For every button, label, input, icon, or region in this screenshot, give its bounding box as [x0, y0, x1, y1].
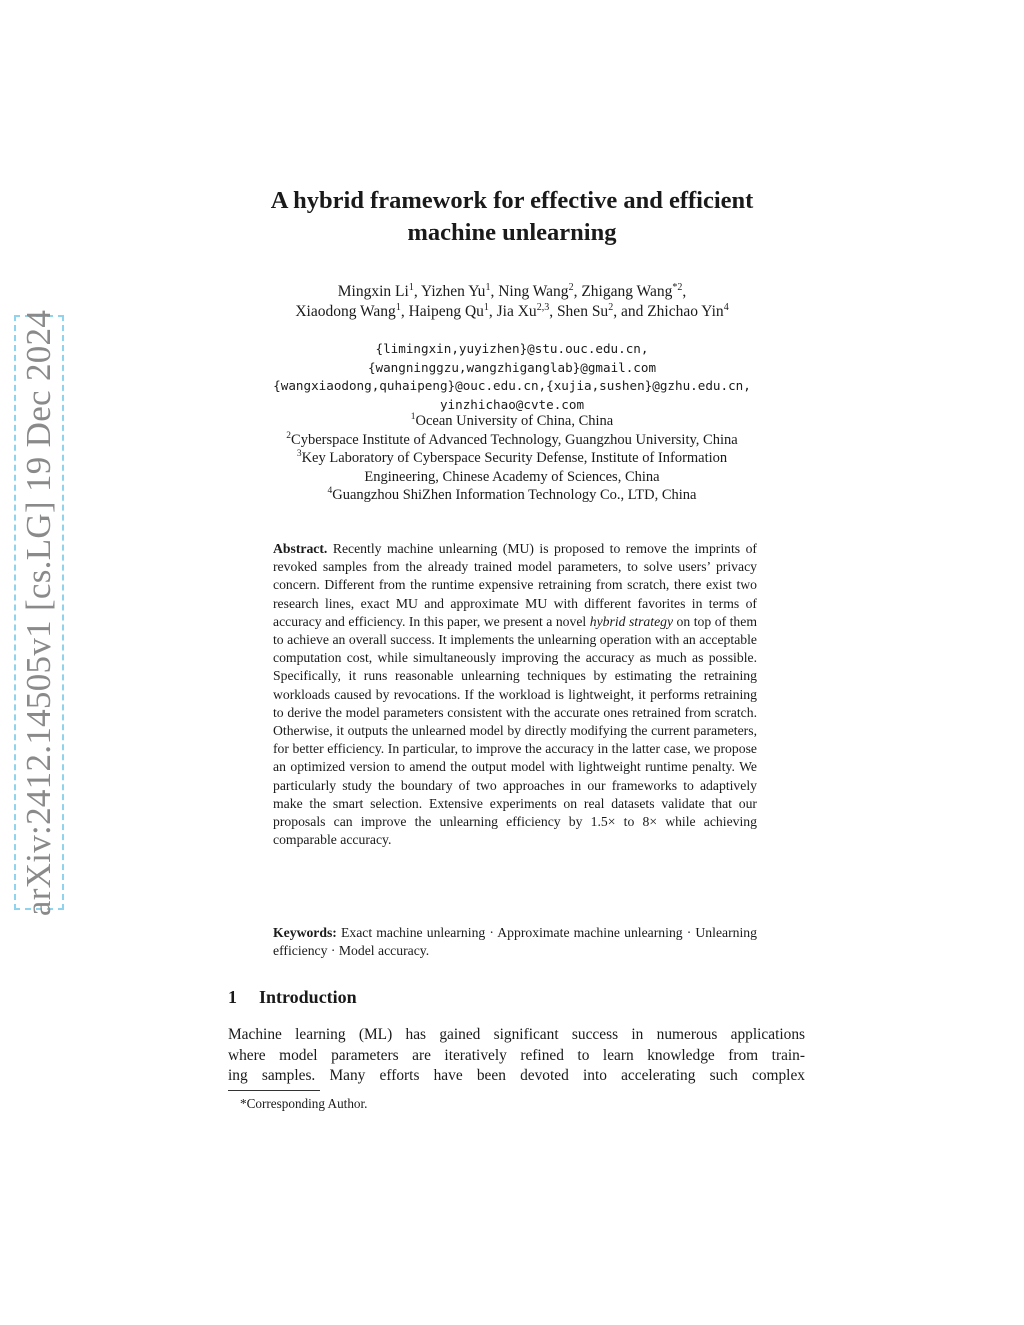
affiliation-2 — [0, 431, 1024, 450]
abstract-text-2: on top of them to achieve an overall success. It implements the unlearning operation with an acceptable computation cost, while simultaneously improving the accuracy as much as possible. Specifically, it runs reasonable unlearning techniques by estimating the retraining workloads caused by revocations. If the workload is lightweight, it performs retraining to derive the model parameters consistent with the accurate ones retrained from scratch. Otherwise, it outputs the unlearned model by directly modifying the current parameters, for better efficiency. In particular, to improve the accuracy in the latter case, we propose an optimized version to amend the output model with lightweight runtime penalty. We particularly study the boundary of two approaches in our frameworks to adaptively make the smart selection. Extensive experiments on real datasets validate that our proposals can improve the unlearning efficiency by 1.5× to 8× while achieving comparable accuracy. — [273, 613, 757, 848]
author-name: Zhichao Yin — [647, 303, 724, 320]
keywords-text: Exact machine unlearning · Approximate machine unlearning · Unlearning efficiency · Model accuracy. — [273, 925, 757, 959]
affiliation-sup: 3 — [296, 449, 302, 460]
email-line: {wangxiaodong,quhaipeng}@ouc.edu.cn,{xujia,sushen}@gzhu.edu.cn, — [273, 378, 751, 393]
section-number: 1 — [228, 987, 237, 1007]
footnote-rule — [228, 1090, 320, 1091]
affiliation-sup: 4 — [327, 486, 333, 497]
section-heading — [228, 987, 357, 1008]
affiliations — [0, 412, 1024, 505]
author-name: Haipeng Qu — [408, 303, 484, 320]
author-separator: , and — [613, 303, 648, 320]
author-affil-sup: 2,3 — [536, 301, 550, 313]
intro-line: Machine learning (ML) has gained significant success in numerous applications — [228, 1026, 805, 1043]
author-name: Ning Wang — [498, 283, 569, 300]
intro-paragraph — [228, 1025, 805, 1087]
affiliation-sup: 2 — [286, 430, 292, 441]
affiliation-4 — [0, 486, 1024, 505]
author-affil-sup: 1 — [395, 301, 401, 313]
abstract-text-1: Recently machine unlearning (MU) is proposed to remove the imprints of revoked samples from the already trained model parameters, to solve users’ privacy concern. Different from the runtime expensive retraining from scratch, there exist two research lines, exact MU and approximate MU with different favorites in terms of accuracy and efficiency. In this paper, we present a novel — [273, 541, 757, 629]
author-separator: , — [573, 283, 582, 300]
abstract-label: Abstract. — [273, 541, 328, 556]
arxiv-stamp-text: arXiv:2412.14505v1 [cs.LG] 19 Dec 2024 — [19, 309, 58, 916]
email-line: yinzhichao@cvte.com — [439, 396, 585, 412]
author-name: Zhigang Wang — [581, 283, 673, 300]
author-affil-sup: *2 — [672, 281, 683, 293]
email-line: {wangninggzu,wangzhiganglab}@gmail.com — [367, 359, 657, 375]
affiliation-text: Ocean University of China, China — [415, 413, 614, 429]
section-title: Introduction — [259, 987, 357, 1007]
author-affil-sup: 4 — [723, 301, 729, 313]
author-separator: , — [682, 283, 687, 300]
author-separator: , — [413, 283, 421, 300]
keywords-label: Keywords: — [273, 925, 337, 940]
paper-title-line-1: A hybrid framework for effective and efficient — [270, 187, 754, 214]
affiliation-text: Key Laboratory of Cyberspace Security Defense, Institute of Information — [301, 450, 728, 466]
footnote: *Corresponding Author. — [240, 1096, 368, 1111]
author-affil-sup: 2 — [608, 301, 614, 313]
author-name: Jia Xu — [496, 303, 537, 320]
author-affil-sup: 1 — [408, 281, 414, 293]
affiliation-3-cont: Engineering, Chinese Academy of Sciences, China — [364, 468, 660, 485]
author-separator: , — [490, 283, 499, 300]
author-separator: , — [549, 303, 557, 320]
author-affil-sup: 1 — [485, 281, 491, 293]
author-name: Mingxin Li — [337, 283, 409, 300]
affiliation-text: Guangzhou ShiZhen Information Technology Co., LTD, China — [332, 487, 697, 503]
intro-line: ing samples. Many efforts have been devoted into accelerating such complex — [228, 1067, 805, 1084]
intro-line: where model parameters are iteratively refined to learn knowledge from train- — [228, 1046, 805, 1064]
paper-title-line-2: machine unlearning — [407, 219, 617, 246]
author-separator: , — [400, 303, 409, 320]
author-line-2 — [0, 302, 1024, 322]
keywords — [273, 924, 757, 960]
author-emails — [0, 340, 1024, 414]
author-affil-sup: 1 — [483, 301, 489, 313]
affiliation-text: Cyberspace Institute of Advanced Technology, Guangzhou University, China — [291, 431, 738, 448]
author-name: Xiaodong Wang — [295, 303, 396, 320]
author-name: Yizhen Yu — [421, 283, 486, 300]
abstract — [273, 540, 757, 849]
author-affil-sup: 2 — [568, 281, 574, 293]
affiliation-sup: 1 — [410, 412, 416, 423]
affiliation-1 — [0, 412, 1024, 431]
affiliation-3 — [0, 449, 1024, 468]
email-line: {limingxin,yuyizhen}@stu.ouc.edu.cn, — [375, 341, 649, 356]
author-line-1 — [0, 282, 1024, 302]
author-name: Shen Su — [556, 303, 609, 320]
paper-title — [0, 185, 1024, 249]
abstract-emphasis: hybrid strategy — [589, 613, 674, 629]
abstract-paragraph — [273, 540, 757, 849]
author-list — [0, 282, 1024, 322]
author-separator: , — [488, 303, 497, 320]
